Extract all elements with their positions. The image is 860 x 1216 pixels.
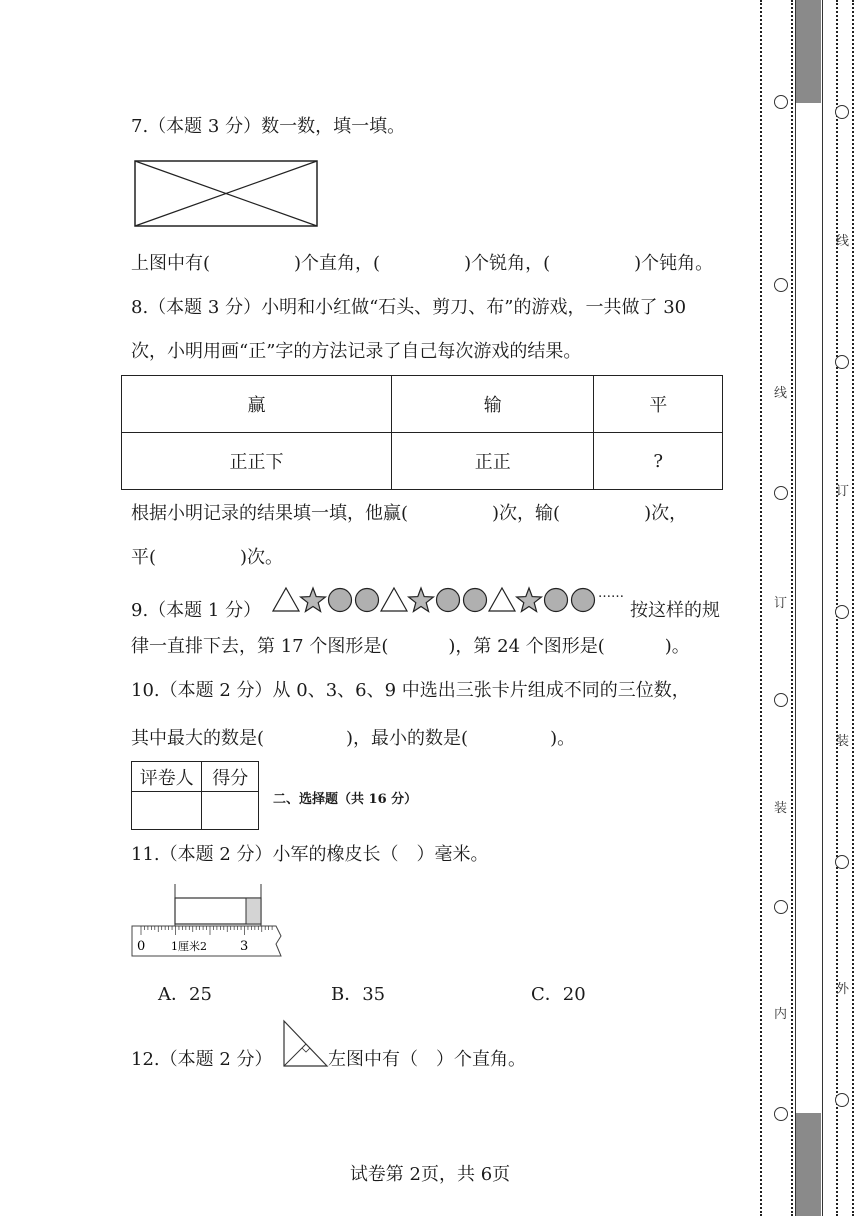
margin-label-left-line: 线 <box>774 386 788 401</box>
q7-text-3: )个锐角，( <box>464 253 551 274</box>
q8-value-win: 正正下 <box>122 433 392 490</box>
pattern-circle <box>437 589 460 612</box>
q8-fill-text-2: )次，输( <box>492 503 561 524</box>
margin-center-bar <box>795 0 823 1216</box>
q8-header-draw: 平 <box>594 376 723 433</box>
margin-dotted-line-2 <box>791 0 793 1216</box>
q8-record-table <box>121 375 723 490</box>
binding-hole <box>835 1093 849 1107</box>
q12-prefix: 12.（本题 2 分） <box>131 1049 273 1070</box>
binding-hole <box>835 605 849 619</box>
q11-option-c[interactable]: C．20 <box>531 984 586 1005</box>
q11-eraser-sleeve <box>246 898 261 924</box>
q12-triangle-figure <box>281 1019 329 1069</box>
q10-line1: 10.（本题 2 分）从 0、3、6、9 中选出三张卡片组成不同的三位数， <box>131 680 690 701</box>
q9-ellipsis: …… <box>598 586 624 601</box>
q11-ruler-label-3: 3 <box>240 939 249 954</box>
pattern-circle <box>464 589 487 612</box>
q7-text-2: )个直角，( <box>294 253 381 274</box>
score-header-score: 得分 <box>202 762 259 792</box>
q8-fill-text-1: 根据小明记录的结果填一填，他赢( <box>131 503 409 524</box>
q9-line2 <box>131 636 690 658</box>
q8-value-draw: ? <box>594 433 723 490</box>
score-cell-score[interactable] <box>202 792 259 830</box>
q9-text-2: )，第 24 个图形是( <box>448 636 605 657</box>
q9-text-1: 律一直排下去，第 17 个图形是( <box>131 636 389 657</box>
pattern-star <box>409 588 434 612</box>
q8-fill-text-5: )次。 <box>240 547 284 568</box>
margin-label-right-wai: 外 <box>836 982 850 997</box>
binding-hole <box>774 1107 788 1121</box>
binding-hole <box>835 105 849 119</box>
margin-dark-block-top <box>796 0 821 103</box>
binding-hole <box>774 900 788 914</box>
q8-value-lose: 正正 <box>392 433 594 490</box>
q10-text-3: )。 <box>550 728 576 749</box>
q7-figure <box>134 160 318 228</box>
binding-hole <box>774 95 788 109</box>
q8-header-win: 赢 <box>122 376 392 433</box>
q9-suffix: 按这样的规 <box>630 600 720 621</box>
margin-label-left-ding: 订 <box>774 596 788 611</box>
pattern-circle <box>572 589 595 612</box>
q7-answer-line <box>131 253 713 275</box>
q8-fill-text-3: )次， <box>644 503 688 524</box>
q11-option-a[interactable]: A．25 <box>158 984 212 1005</box>
q8-header-lose: 输 <box>392 376 594 433</box>
binding-hole <box>774 278 788 292</box>
margin-label-right-zhuang: 装 <box>836 734 850 749</box>
q11-ruler-figure <box>130 884 284 960</box>
binding-hole <box>835 355 849 369</box>
binding-hole <box>774 486 788 500</box>
binding-hole <box>774 693 788 707</box>
margin-label-left-nei: 内 <box>774 1007 788 1022</box>
q12-right-angle-mark <box>302 1048 310 1052</box>
binding-hole <box>835 855 849 869</box>
margin-dark-block-bottom <box>796 1113 821 1216</box>
q9-shape-pattern <box>272 583 600 617</box>
q9-prefix: 9.（本题 1 分） <box>131 600 262 621</box>
q11-question: 11.（本题 2 分）小军的橡皮长（ ）毫米。 <box>131 844 489 865</box>
q12-suffix: 左图中有（ ）个直角。 <box>328 1049 526 1070</box>
page-footer: 试卷第 2页，共 6页 <box>349 1164 511 1185</box>
q10-text-2: )，最小的数是( <box>346 728 469 749</box>
q10-text-1: 其中最大的数是( <box>131 728 265 749</box>
pattern-triangle <box>273 588 299 611</box>
q8-fill-text-4: 平( <box>131 547 157 568</box>
q7-header: 7.（本题 3 分）数一数，填一填。 <box>131 116 406 137</box>
margin-dotted-line-1 <box>760 0 762 1216</box>
pattern-triangle <box>489 588 515 611</box>
score-header-grader: 评卷人 <box>132 762 202 792</box>
q7-text-4: )个钝角。 <box>634 253 714 274</box>
q8-fill-line2 <box>131 547 283 569</box>
margin-label-right-line: 线 <box>836 234 850 249</box>
score-box <box>131 761 259 830</box>
score-cell-grader[interactable] <box>132 792 202 830</box>
q11-option-b[interactable]: B．35 <box>331 984 386 1005</box>
section2-title: 二、选择题（共 16 分） <box>273 792 418 807</box>
pattern-star <box>517 588 542 612</box>
q8-header: 8.（本题 3 分）小明和小红做“石头、剪刀、布”的游戏，一共做了 30 <box>131 297 687 318</box>
margin-dotted-line-4 <box>852 0 854 1216</box>
q9-text-3: )。 <box>664 636 690 657</box>
q8-line2: 次，小明用画“正”字的方法记录了自己每次游戏的结果。 <box>131 341 582 362</box>
q11-ruler-label-0: 0 <box>137 939 146 954</box>
pattern-triangle <box>381 588 407 611</box>
margin-label-right-ding: 订 <box>836 484 850 499</box>
q7-text-1: 上图中有( <box>131 253 211 274</box>
margin-label-left-zhuang: 装 <box>774 801 788 816</box>
q8-fill-line1 <box>131 503 687 525</box>
pattern-circle <box>356 589 379 612</box>
pattern-star <box>301 588 326 612</box>
q11-ruler-label-1: 1厘米2 <box>171 940 207 953</box>
pattern-circle <box>329 589 352 612</box>
q12-altitude <box>284 1044 306 1066</box>
q10-line2 <box>131 728 575 750</box>
binding-margin <box>740 0 860 1216</box>
pattern-circle <box>545 589 568 612</box>
